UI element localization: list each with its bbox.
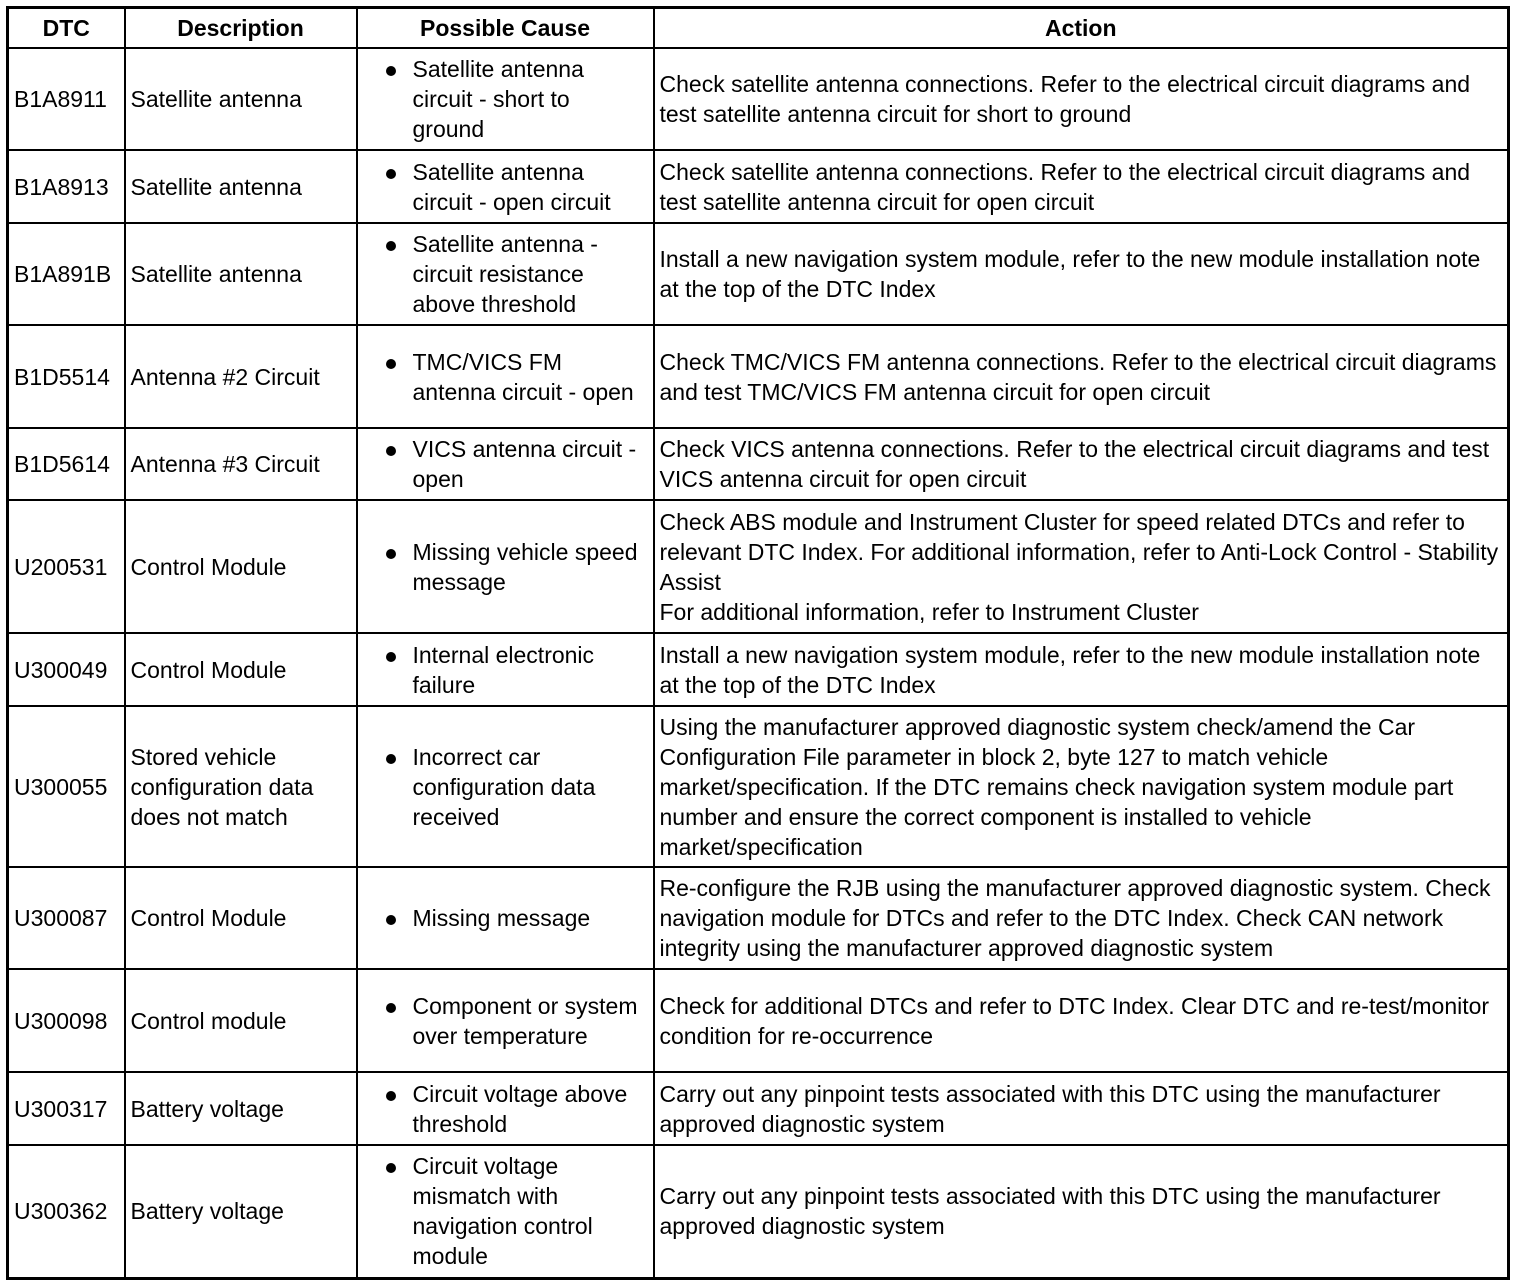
table-header-row: [8, 8, 1509, 49]
cause-list-item: [363, 903, 648, 933]
possible-cause-cell: [357, 150, 654, 223]
table-row: [8, 223, 1509, 325]
action-cell: [654, 1072, 1509, 1145]
action-cell: [654, 325, 1509, 428]
table-row: [8, 48, 1509, 150]
action-text: Check VICS antenna connections. Refer to the electrical circuit diagrams and test VICS antenna circuit for open circuit: [659, 436, 1490, 492]
table-body: [8, 48, 1509, 1278]
table-row: [8, 500, 1509, 633]
action-cell: [654, 1145, 1509, 1278]
cause-list-item: [363, 347, 648, 407]
dtc-description: Battery voltage: [125, 1145, 357, 1278]
header-description: Description: [125, 8, 357, 49]
cause-list-item: [363, 434, 648, 494]
dtc-description: Stored vehicle configuration data does not match: [125, 706, 357, 867]
cause-list-item: [363, 229, 648, 319]
action-text: Install a new navigation system module, refer to the new module installation note at the top of the DTC Index: [659, 641, 1481, 698]
bullet-icon: [386, 241, 396, 251]
header-action: Action: [654, 8, 1509, 49]
possible-cause-text: Circuit voltage above threshold: [412, 1080, 628, 1137]
cause-list-item: [363, 742, 648, 832]
bullet-icon: [386, 754, 396, 764]
possible-cause-cell: [357, 428, 654, 500]
dtc-description: Control Module: [125, 633, 357, 706]
possible-cause-text: Component or system over temperature: [412, 992, 638, 1049]
dtc-description: Antenna #2 Circuit: [125, 325, 357, 428]
action-text: For additional information, refer to Instrument Cluster: [659, 598, 1199, 625]
action-text: Install a new navigation system module, refer to the new module installation note at the top of the DTC Index: [659, 246, 1481, 302]
dtc-code: U300055: [8, 706, 125, 867]
possible-cause-text: Missing message: [412, 905, 591, 931]
cause-list-item: [363, 991, 648, 1051]
dtc-description: Control module: [125, 969, 357, 1072]
action-text: Check satellite antenna connections. Refer to the electrical circuit diagrams and test satellite antenna circuit for short to ground: [659, 71, 1471, 127]
dtc-description: Control Module: [125, 867, 357, 969]
dtc-code: U300362: [8, 1145, 125, 1278]
bullet-icon: [386, 169, 396, 179]
dtc-description: Satellite antenna: [125, 223, 357, 325]
table-row: [8, 1145, 1509, 1278]
bullet-icon: [386, 446, 396, 456]
cause-list-item: [363, 157, 648, 217]
possible-cause-text: Satellite antenna circuit - open circuit: [412, 158, 611, 215]
action-cell: [654, 150, 1509, 223]
possible-cause-cell: [357, 325, 654, 428]
action-text: Carry out any pinpoint tests associated with this DTC using the manufacturer approved diagnostic system: [659, 1183, 1441, 1240]
possible-cause-text: Circuit voltage mismatch with navigation control module: [412, 1153, 593, 1270]
action-text: Check ABS module and Instrument Cluster for speed related DTCs and refer to relevant DTC Index. For additional information, refer to Anti-Lock Control - Stability Assist: [659, 508, 1499, 595]
dtc-description: Satellite antenna: [125, 150, 357, 223]
action-text: Check for additional DTCs and refer to DTC Index. Clear DTC and re-test/monitor condition for re-occurrence: [659, 992, 1490, 1049]
possible-cause-text: Internal electronic failure: [412, 641, 595, 698]
action-cell: [654, 633, 1509, 706]
header-dtc: DTC: [8, 8, 125, 49]
possible-cause-text: TMC/VICS FM antenna circuit - open: [412, 348, 634, 405]
bullet-icon: [386, 1091, 396, 1101]
action-text: Carry out any pinpoint tests associated with this DTC using the manufacturer approved diagnostic system: [659, 1080, 1441, 1137]
action-text: Check satellite antenna connections. Refer to the electrical circuit diagrams and test satellite antenna circuit for open circuit: [659, 158, 1471, 215]
dtc-code: B1D5514: [8, 325, 125, 428]
dtc-code: U200531: [8, 500, 125, 633]
table-row: [8, 325, 1509, 428]
bullet-icon: [386, 1003, 396, 1013]
bullet-icon: [386, 549, 396, 559]
possible-cause-cell: [357, 969, 654, 1072]
possible-cause-text: Satellite antenna circuit - short to ground: [412, 56, 584, 142]
dtc-code: U300317: [8, 1072, 125, 1145]
dtc-code: U300087: [8, 867, 125, 969]
possible-cause-cell: [357, 867, 654, 969]
dtc-code: U300049: [8, 633, 125, 706]
bullet-icon: [386, 66, 396, 76]
table-row: [8, 706, 1509, 867]
action-text: Check TMC/VICS FM antenna connections. Refer to the electrical circuit diagrams and test TMC/VICS FM antenna circuit for open circuit: [659, 348, 1497, 405]
header-possible-cause: Possible Cause: [357, 8, 654, 49]
possible-cause-cell: [357, 633, 654, 706]
possible-cause-cell: [357, 500, 654, 633]
possible-cause-cell: [357, 1145, 654, 1278]
cause-list-item: [363, 54, 648, 144]
bullet-icon: [386, 915, 396, 925]
cause-list-item: [363, 1151, 648, 1271]
action-text: Re-configure the RJB using the manufacturer approved diagnostic system. Check navigation module for DTCs and refer to the DTC Index. Check CAN network integrity using the manufacturer approved diagnostic system: [659, 875, 1491, 961]
table-row: [8, 969, 1509, 1072]
action-text: Using the manufacturer approved diagnostic system check/amend the Car Configuration File parameter in block 2, byte 127 to match vehicle market/specification. If the DTC remains check navigation system module part number and ensure the correct component is installed to vehicle market/specification: [659, 713, 1454, 860]
possible-cause-cell: [357, 706, 654, 867]
dtc-code: B1A8911: [8, 48, 125, 150]
action-cell: [654, 223, 1509, 325]
table-row: [8, 633, 1509, 706]
cause-list-item: [363, 640, 648, 700]
possible-cause-cell: [357, 48, 654, 150]
action-cell: [654, 428, 1509, 500]
dtc-description: Battery voltage: [125, 1072, 357, 1145]
action-cell: [654, 706, 1509, 867]
action-cell: [654, 969, 1509, 1072]
action-cell: [654, 867, 1509, 969]
dtc-code: B1D5614: [8, 428, 125, 500]
action-cell: [654, 500, 1509, 633]
possible-cause-cell: [357, 1072, 654, 1145]
bullet-icon: [386, 1163, 396, 1173]
possible-cause-text: Satellite antenna - circuit resistance above threshold: [412, 231, 598, 317]
action-cell: [654, 48, 1509, 150]
possible-cause-cell: [357, 223, 654, 325]
bullet-icon: [386, 359, 396, 369]
table-row: [8, 150, 1509, 223]
dtc-code: U300098: [8, 969, 125, 1072]
dtc-description: Antenna #3 Circuit: [125, 428, 357, 500]
possible-cause-text: VICS antenna circuit - open: [412, 436, 637, 492]
bullet-icon: [386, 652, 396, 662]
possible-cause-text: Missing vehicle speed message: [412, 538, 638, 595]
possible-cause-text: Incorrect car configuration data received: [412, 743, 596, 830]
dtc-description: Control Module: [125, 500, 357, 633]
dtc-code: B1A8913: [8, 150, 125, 223]
dtc-code: B1A891B: [8, 223, 125, 325]
cause-list-item: [363, 537, 648, 597]
table-row: [8, 867, 1509, 969]
dtc-table: [6, 6, 1510, 1280]
dtc-description: Satellite antenna: [125, 48, 357, 150]
table-row: [8, 1072, 1509, 1145]
cause-list-item: [363, 1079, 648, 1139]
table-row: [8, 428, 1509, 500]
